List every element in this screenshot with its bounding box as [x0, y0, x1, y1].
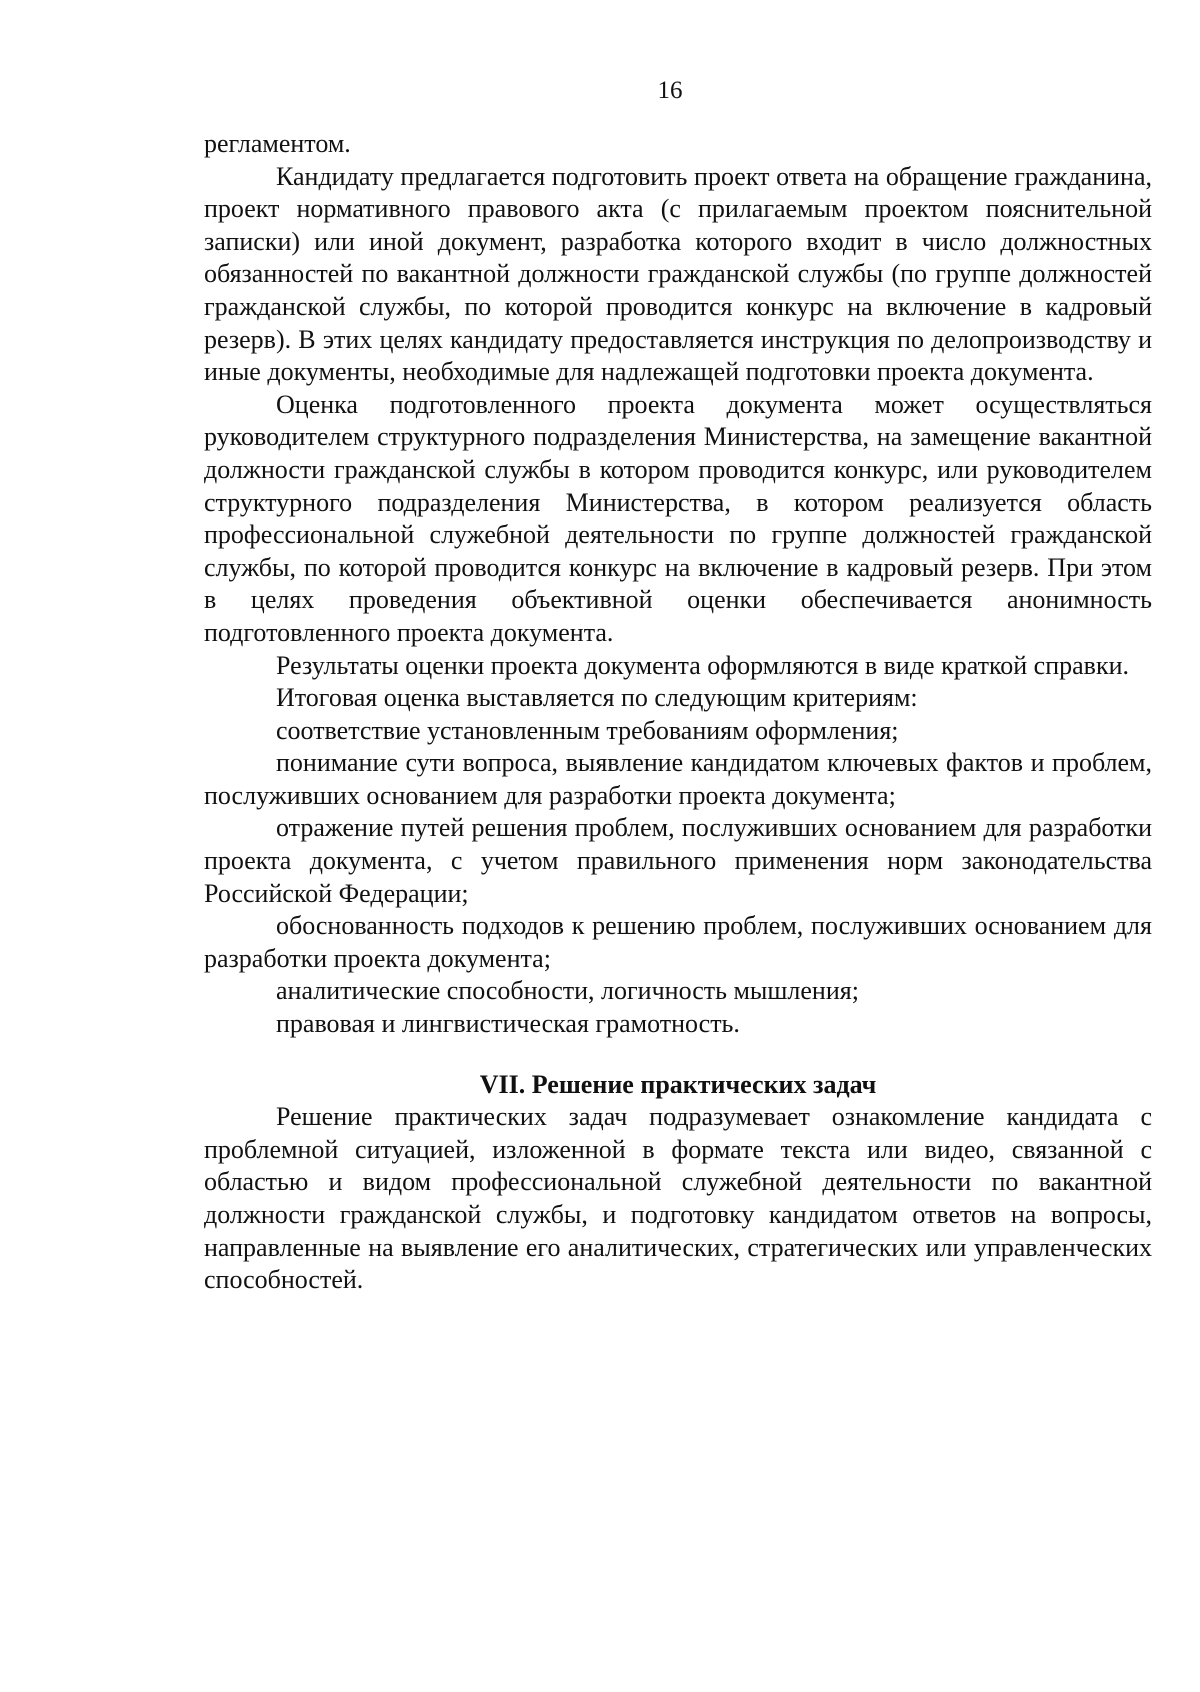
- criteria-item: понимание сути вопроса, выявление кандидатом ключевых фактов и проблем, послуживших основанием для разработки проекта документа;: [204, 748, 1152, 810]
- criteria-item: отражение путей решения проблем, послуживших основанием для разработки проекта документа, с учетом правильного применения норм законодательства Российской Федерации;: [204, 813, 1152, 908]
- criteria-item: обоснованность подходов к решению проблем, послуживших основанием для разработки проекта документа;: [204, 911, 1152, 973]
- criteria-item: аналитические способности, логичность мышления;: [276, 976, 859, 1006]
- criteria-item: правовая и лингвистическая грамотность.: [276, 1009, 740, 1039]
- page-number: 16: [657, 77, 683, 104]
- paragraph: Оценка подготовленного проекта документа может осуществляться руководителем структурного подразделения Министерства, на замещение вакантной должности гражданской службы в котором проводится конкурс, или руководителем структурного подразделения Министерства, в котором реализуется область профессиональной служебной деятельности по группе должностей гражданской службы, по которой проводится конкурс на включение в кадровый резерв. При этом в целях проведения объективной оценки обеспечивается анонимность подготовленного проекта документа.: [204, 389, 1152, 647]
- paragraph: регламентом.: [204, 129, 351, 158]
- paragraph: Решение практических задач подразумевает ознакомление кандидата с проблемной ситуацией, изложенной в формате текста или видео, связанной с областью и видом профессиональной служебной деятельности по вакантной должности гражданской службы, и подготовку кандидатом ответов на вопросы, направленные на выявление его аналитических, стратегических или управленческих способностей.: [204, 1102, 1152, 1295]
- paragraph: Кандидату предлагается подготовить проект ответа на обращение гражданина, проект нормативного правового акта (с прилагаемым проектом пояснительной записки) или иной документ, разработка которого входит в число должностных обязанностей по вакантной должности гражданской службы (по группе должностей гражданской службы, по которой проводится конкурс на включение в кадровый резерв). В этих целях кандидату предоставляется инструкция по делопроизводству и иные документы, необходимые для надлежащей подготовки проекта документа.: [204, 161, 1152, 387]
- section-heading: VII. Решение практических задач: [479, 1069, 877, 1099]
- paragraph: Результаты оценки проекта документа оформляются в виде краткой справки.: [276, 650, 1129, 680]
- criteria-item: соответствие установленным требованиям оформления;: [276, 715, 899, 745]
- paragraph: Итоговая оценка выставляется по следующим критериям:: [276, 683, 918, 713]
- document-body: [204, 128, 1152, 1297]
